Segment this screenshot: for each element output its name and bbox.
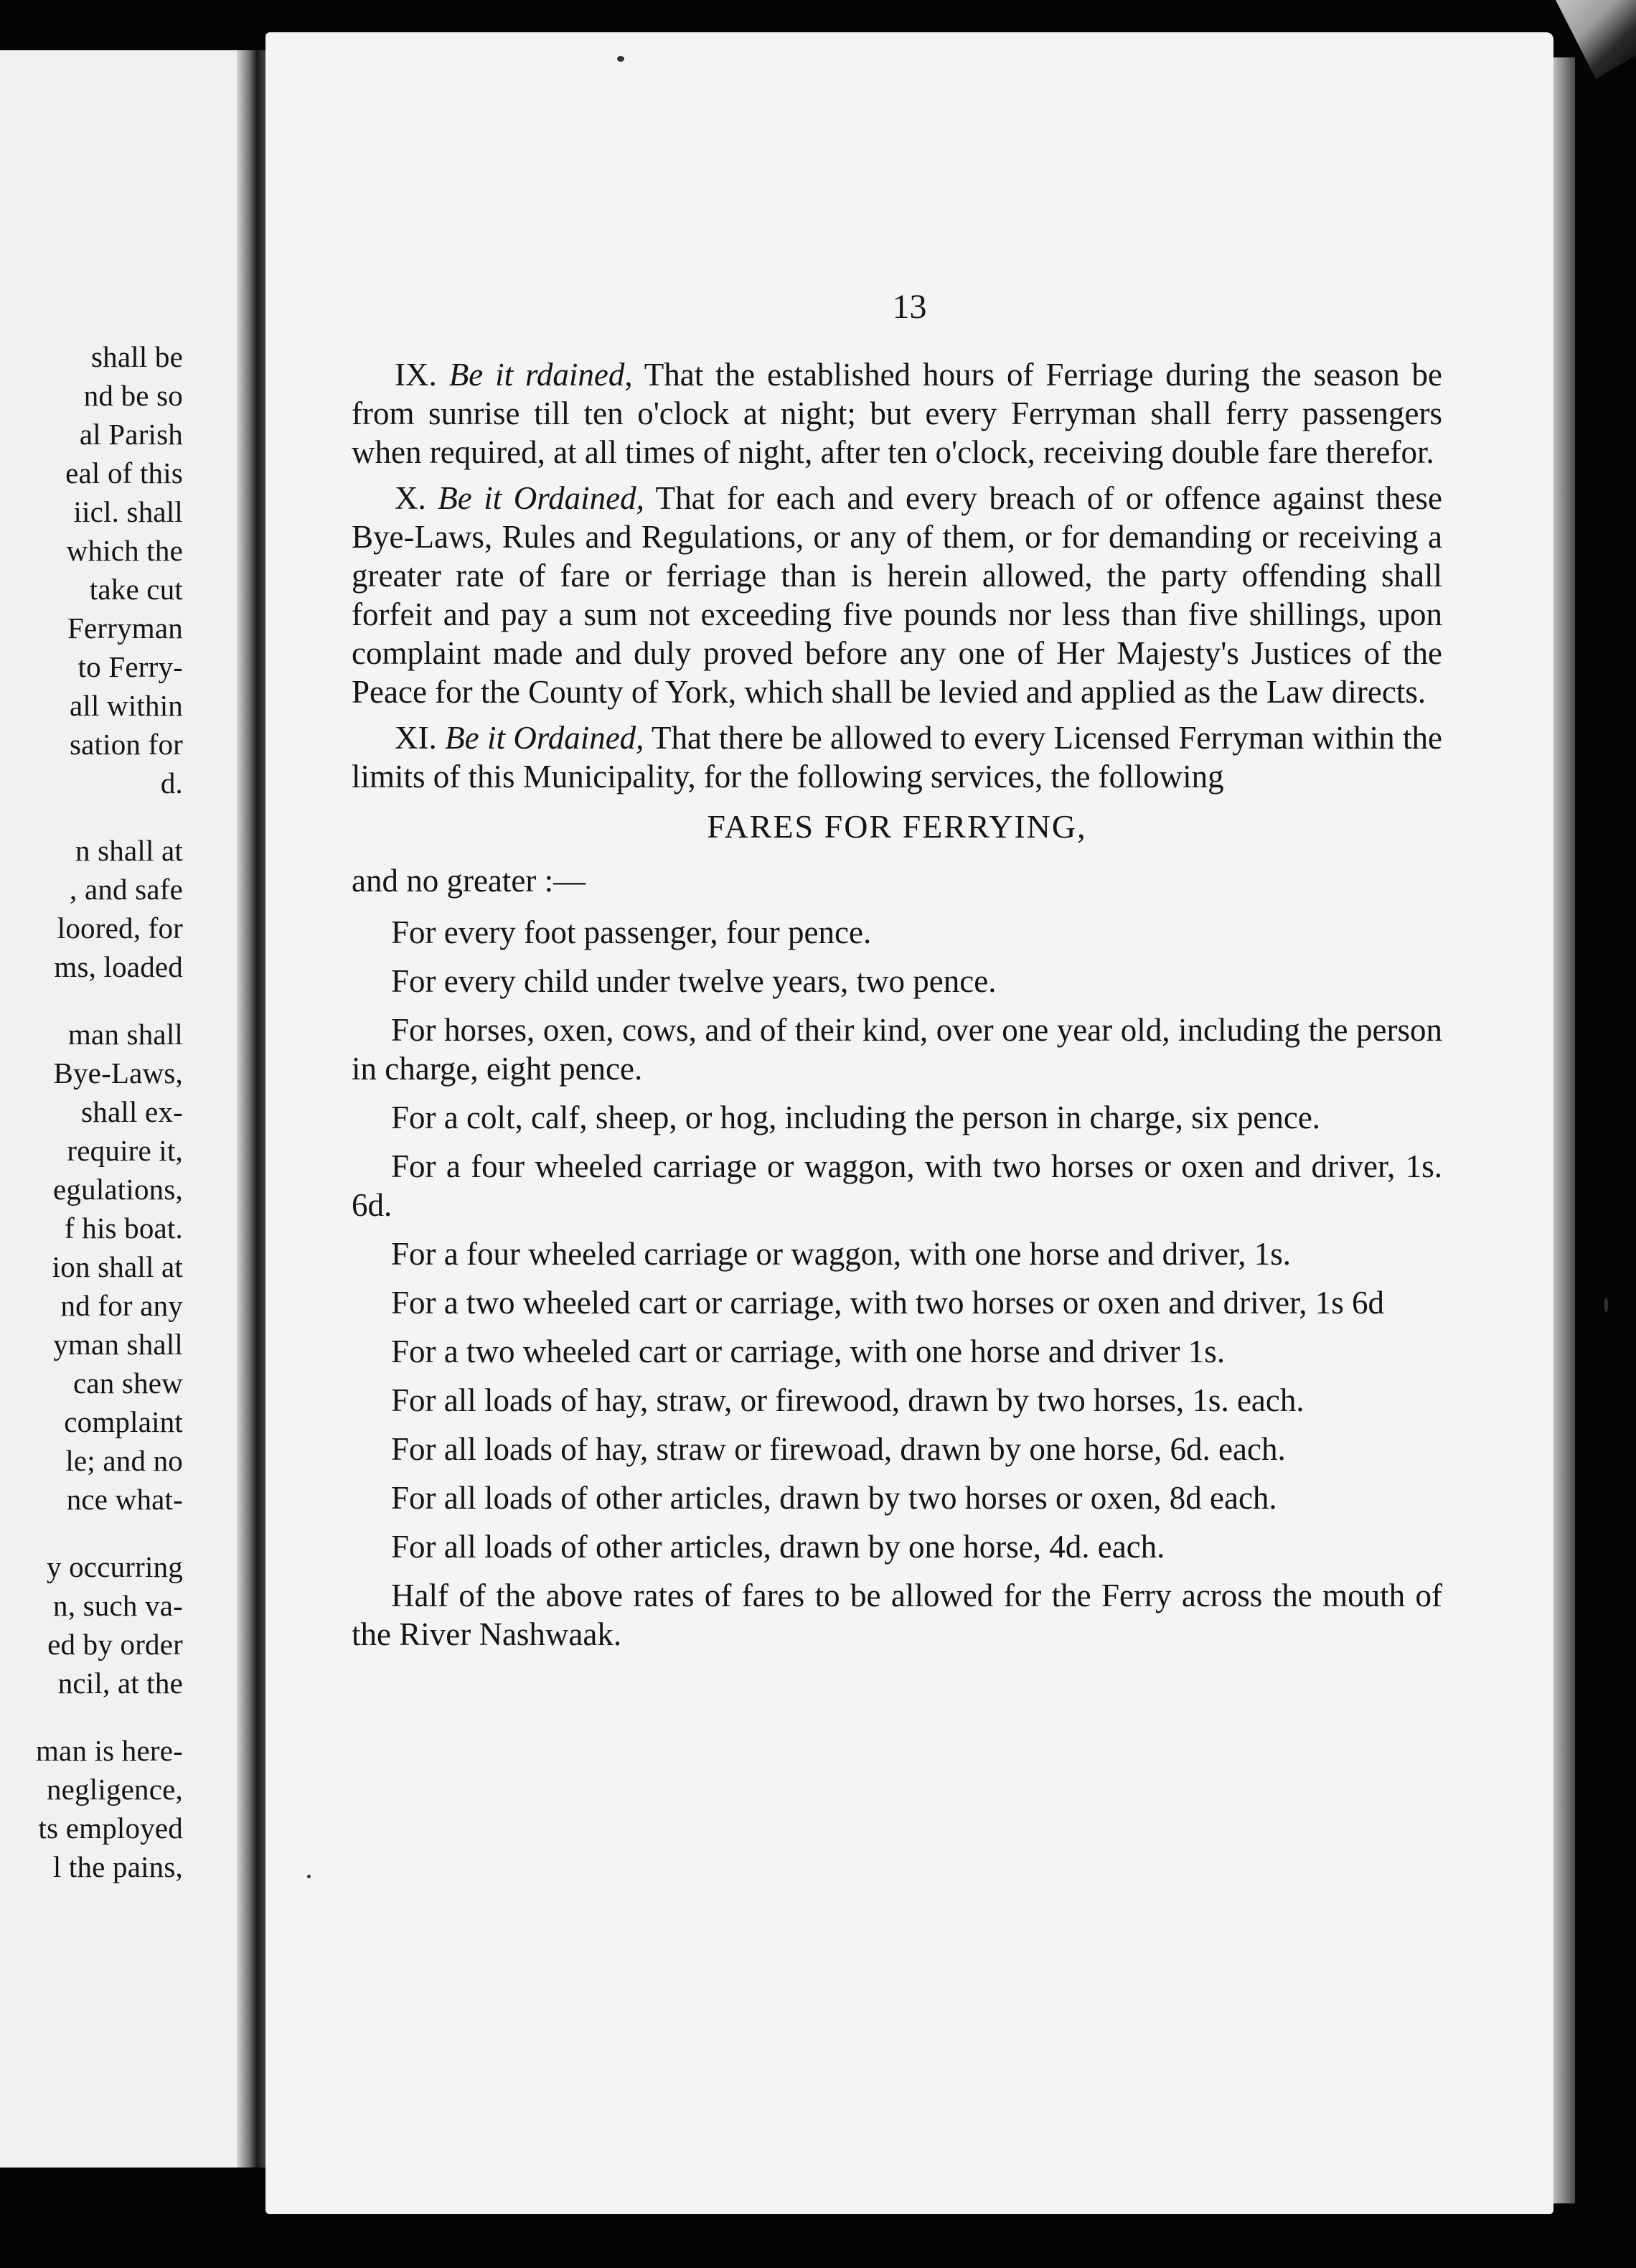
left-page-line: nd for any [60, 1289, 183, 1322]
left-page-line: man is here- [35, 1734, 183, 1767]
fare-item: For a two wheeled cart or carriage, with one horse and driver 1s. [391, 1334, 1226, 1369]
right-page [265, 32, 1553, 2214]
fare-item: For every foot passenger, four pence. [391, 914, 872, 950]
paragraph-gap [0, 986, 183, 1015]
left-page-line: d. [160, 767, 183, 800]
left-page-line: require it, [67, 1134, 183, 1167]
left-page-line: egulations, [53, 1173, 183, 1206]
left-page-line: Ferryman [67, 611, 183, 645]
left-page-line: ed by order [47, 1628, 183, 1661]
page-body [352, 355, 1442, 1654]
section-x [352, 479, 1442, 711]
left-page-line: shall ex- [81, 1095, 183, 1128]
section-ordained: Be it Ordained, [438, 480, 644, 516]
scan-speck [1604, 1298, 1608, 1312]
left-page-line: n, such va- [53, 1589, 183, 1622]
left-page-line: ion shall at [52, 1250, 183, 1283]
scan-speck [617, 56, 624, 62]
left-page-line: which the [66, 534, 183, 567]
fare-item: For all loads of hay, straw, or firewood, drawn by two horses, 1s. each. [391, 1382, 1304, 1418]
left-page-line: Bye-Laws, [53, 1056, 183, 1090]
fare-item: For a two wheeled cart or carriage, with two horses or oxen and driver, 1s 6d [391, 1285, 1385, 1321]
paragraph-gap [0, 1702, 183, 1731]
left-page-line: take cut [89, 573, 183, 606]
left-page-line: eal of this [65, 456, 183, 489]
section-ordained: Be it rdained, [448, 357, 633, 393]
left-page-line: ncil, at the [57, 1667, 183, 1700]
section-text: That the established hours of Ferriage during the season be from sunrise till ten o'clock at night; but every Ferryman shall ferry passengers when required, at all times of night, after ten o'clock, receiving double fare therefor. [352, 357, 1443, 470]
left-page-line: l the pains, [52, 1850, 183, 1883]
left-page-line: , and safe [70, 873, 183, 906]
paragraph-gap [0, 802, 183, 831]
fare-item: For a colt, calf, sheep, or hog, including the person in charge, six pence. [391, 1100, 1321, 1135]
left-page-line: to Ferry- [77, 650, 183, 683]
nashwaak-note: Half of the above rates of fares to be allowed for the Ferry across the mouth of the River Nashwaak. [352, 1578, 1442, 1652]
left-page-line: negligence, [46, 1773, 183, 1806]
left-page-line: sation for [70, 728, 183, 761]
left-page [0, 50, 237, 2168]
left-page-line: le; and no [65, 1444, 183, 1477]
section-numeral: IX. [395, 357, 437, 393]
left-page-line: ts employed [38, 1812, 183, 1845]
left-page-line: nce what- [66, 1483, 183, 1516]
left-page-line: f his boat. [64, 1212, 183, 1245]
fare-item: For a four wheeled carriage or waggon, with one horse and driver, 1s. [391, 1236, 1292, 1272]
section-numeral: X. [395, 480, 426, 516]
paragraph-gap [0, 1519, 183, 1547]
section-text: That there be allowed to every Licensed Ferryman within the limits of this Municipality, for the following services, the following [352, 720, 1443, 795]
page-edge-shadow [1553, 57, 1575, 2203]
left-page-line: complaint [64, 1405, 183, 1438]
left-page-line: shall be [91, 340, 183, 373]
section-numeral: XI. [395, 720, 437, 756]
left-page-line: can shew [72, 1367, 183, 1400]
section-ordained: Be it Ordained, [445, 720, 644, 756]
fare-item: For horses, oxen, cows, and of their kind, over one year old, including the person in charge, eight pence. [352, 1012, 1442, 1087]
fare-item: For all loads of other articles, drawn by two horses or oxen, 8d each. [391, 1480, 1277, 1516]
left-page-line: al Parish [79, 418, 183, 451]
fares-intro: and no greater :— [352, 863, 586, 899]
page-number: 13 [892, 288, 927, 326]
section-ix [352, 355, 1442, 472]
fare-item: For all loads of other articles, drawn by one horse, 4d. each. [391, 1529, 1165, 1565]
fare-item: For a four wheeled carriage or waggon, with two horses or oxen and driver, 1s. 6d. [352, 1148, 1442, 1223]
fares-list [352, 913, 1442, 1566]
left-page-line: loored, for [57, 912, 183, 945]
left-page-line: yman shall [53, 1328, 183, 1361]
fare-item: For every child under twelve years, two pence. [391, 963, 997, 999]
left-page-line: ms, loaded [54, 950, 183, 983]
left-page-line: man shall [67, 1018, 183, 1051]
fares-heading: FARES FOR FERRYING, [707, 808, 1087, 845]
scan-speck [307, 1875, 311, 1878]
fare-item: For all loads of hay, straw or firewoad, drawn by one horse, 6d. each. [391, 1431, 1286, 1467]
left-page-line: n shall at [75, 834, 183, 867]
section-text: That for each and every breach of or offence against these Bye-Laws, Rules and Regulations, or any of them, or for demanding or receiving a greater rate of fare or ferriage than is herein allowed, the party offending shall forfeit and pay a sum not exceeding five pounds nor less than five shillings, upon complaint made and duly proved before any one of Her Majesty's Justices of the Peace for the County of York, which shall be levied and applied as the Law directs. [352, 480, 1443, 710]
section-xi [352, 718, 1442, 796]
left-page-line: all within [69, 689, 183, 722]
left-page-line: iicl. shall [73, 495, 183, 528]
book-gutter [237, 50, 265, 2168]
left-page-line: y occurring [46, 1550, 183, 1583]
left-page-text [0, 337, 183, 1886]
left-page-line: nd be so [83, 379, 183, 412]
